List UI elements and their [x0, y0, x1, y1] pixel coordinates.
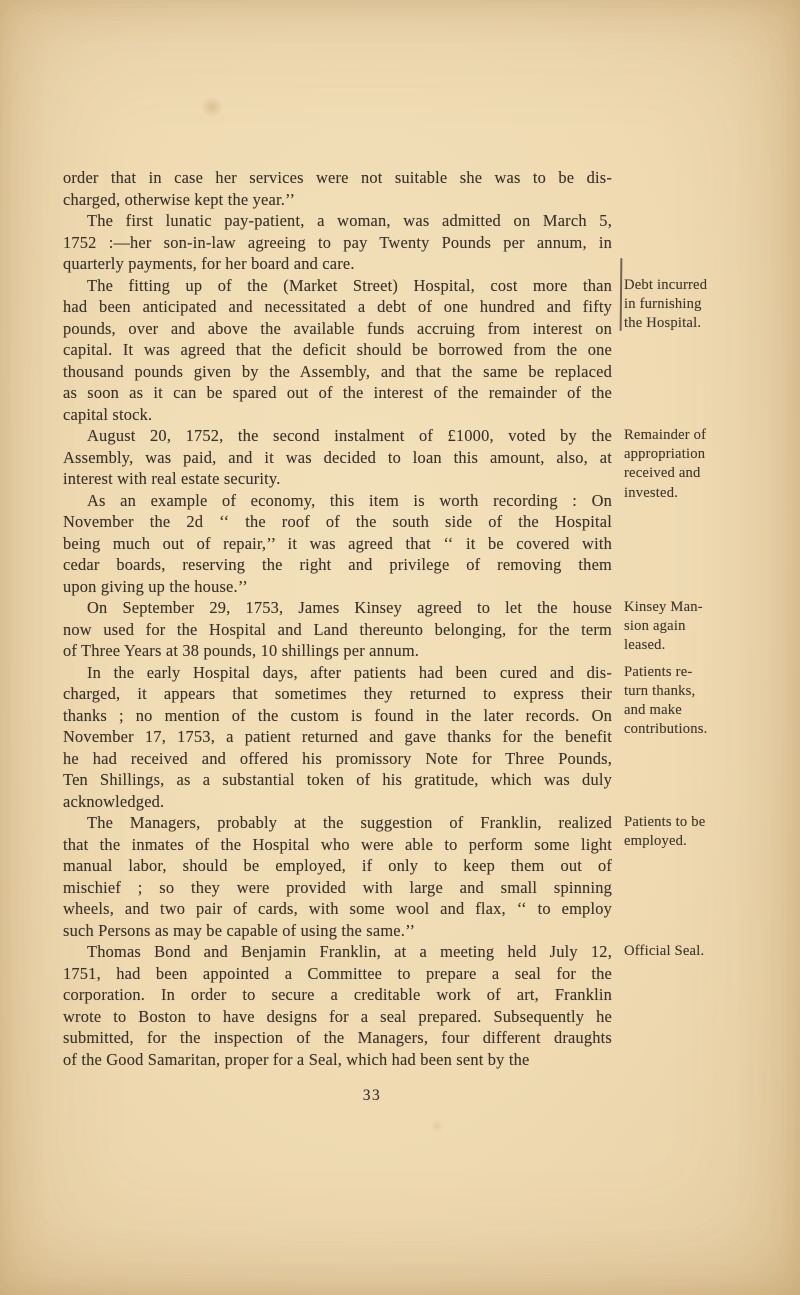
paragraph	[63, 210, 612, 275]
body-line: pounds, over and above the available funds accruing from interest on	[63, 318, 612, 338]
page-number: 33	[362, 1087, 382, 1104]
paper-blemish	[430, 1120, 444, 1132]
ink-mark	[620, 258, 623, 331]
body-line: 1751, had been appointed a Committee to prepare a seal for the	[63, 963, 612, 983]
body-line: quarterly payments, for her board and care.	[63, 254, 355, 273]
margin-note-line: leased.	[624, 637, 666, 654]
body-line: On September 29, 1753, James Kinsey agreed to let the house	[87, 598, 612, 617]
margin-note-line: Patients to be	[624, 814, 706, 830]
margin-note	[624, 663, 792, 740]
body-line: being much out of repair,’’ it was agreed that ‘‘ it be covered with	[63, 533, 612, 553]
paragraph	[63, 941, 705, 1070]
body-line: cedar boards, reserving the right and privilege of removing them	[63, 555, 612, 574]
paragraph	[63, 490, 612, 598]
body-line: As an example of economy, this item is worth recording : On	[87, 490, 612, 510]
body-line: thousand pounds given by the Assembly, and that the same be replaced	[63, 361, 612, 381]
body-line: capital. It was agreed that the deficit should be borrowed from the one	[63, 340, 612, 359]
margin-note	[624, 942, 792, 961]
paper-blemish	[200, 97, 224, 117]
body-line: of Three Years at 38 pounds, 10 shillings per annum.	[63, 641, 420, 660]
body-line: mischief ; so they were provided with large and small spinning	[63, 877, 612, 897]
margin-note	[624, 426, 792, 503]
margin-note-line: Kinsey Man-	[624, 599, 703, 615]
margin-note-line: sion again	[624, 618, 686, 635]
body-line: as soon as it can be spared out of the interest of the remainder of the	[63, 383, 612, 402]
paragraph	[63, 167, 612, 210]
body-line: had been anticipated and necessitated a debt of one hundred and fifty	[63, 297, 612, 316]
margin-note-line: turn thanks,	[624, 682, 696, 699]
body-line: order that in case her services were not suitable she was to be dis-	[63, 168, 612, 187]
body-line: now used for the Hospital and Land thereunto belonging, for the term	[63, 619, 612, 639]
margin-note-line: Patients re-	[624, 663, 693, 680]
body-line: 1752 :—her son-in-law agreeing to pay Twenty Pounds per annum, in	[63, 232, 612, 252]
body-line: charged, otherwise kept the year.’’	[63, 189, 296, 209]
body-line: Ten Shillings, as a substantial token of his gratitude, which was duly	[63, 770, 612, 789]
body-line: Thomas Bond and Benjamin Franklin, at a meeting held July 12,	[87, 942, 612, 961]
margin-note-line: appropriation	[624, 446, 706, 463]
body-line: such Persons as may be capable of using the same.’’	[63, 920, 416, 940]
text-block	[63, 167, 708, 1070]
body-line: submitted, for the inspection of the Managers, four different draughts	[63, 1028, 612, 1047]
paragraph	[63, 275, 708, 426]
body-line: corporation. In order to secure a creditable work of art, Franklin	[63, 985, 612, 1004]
body-line: wheels, and two pair of cards, with some wool and flax, ‘‘ to employ	[63, 899, 612, 918]
body-line: November the 2d ‘‘ the roof of the south side of the Hospital	[63, 512, 612, 531]
body-line: capital stock.	[63, 404, 153, 424]
body-line: The first lunatic pay-patient, a woman, was admitted on March 5,	[87, 211, 612, 230]
paragraph	[63, 812, 706, 941]
margin-note-line: employed.	[624, 833, 687, 850]
margin-note-line: Official Seal.	[624, 943, 705, 959]
body-line: of the Good Samaritan, proper for a Seal, which had been sent by the	[63, 1049, 530, 1069]
margin-note	[624, 276, 792, 334]
body-line: manual labor, should be employed, if only to keep them out of	[63, 856, 612, 875]
margin-note-line: received and	[624, 465, 701, 482]
margin-note-line: invested.	[624, 484, 679, 501]
body-line: charged, it appears that sometimes they returned to express their	[63, 684, 612, 703]
body-line: that the inmates of the Hospital who were able to perform some light	[63, 834, 612, 854]
body-line: The fitting up of the (Market Street) Hospital, cost more than	[87, 275, 612, 295]
paragraph	[63, 662, 708, 813]
body-line: interest with real estate security.	[63, 469, 281, 488]
margin-note-line: and make	[624, 701, 682, 718]
body-line: August 20, 1752, the second instalment of £1000, voted by the	[87, 426, 612, 445]
body-line: he had received and offered his promissory Note for Three Pounds,	[63, 748, 612, 768]
body-line: Assembly, was paid, and it was decided to loan this amount, also, at	[63, 447, 612, 467]
body-line: upon giving up the house.’’	[63, 576, 248, 596]
body-line: thanks ; no mention of the custom is found in the later records. On	[63, 705, 612, 725]
margin-note-line: Debt incurred	[624, 276, 708, 293]
body-line: wrote to Boston to have designs for a seal prepared. Subsequently he	[63, 1006, 612, 1026]
margin-note-line: the Hospital.	[624, 314, 702, 331]
margin-note	[624, 813, 792, 851]
paragraph	[63, 597, 703, 662]
margin-note	[624, 598, 792, 656]
body-line: November 17, 1753, a patient returned and gave thanks for the benefit	[63, 727, 612, 746]
body-line: The Managers, probably at the suggestion of Franklin, realized	[87, 813, 612, 832]
body-line: acknowledged.	[63, 791, 165, 811]
margin-note-line: Remainder of	[624, 427, 707, 443]
margin-note-line: contributions.	[624, 721, 708, 738]
body-line: In the early Hospital days, after patients had been cured and dis-	[87, 662, 612, 682]
margin-note-line: in furnishing	[624, 295, 702, 312]
